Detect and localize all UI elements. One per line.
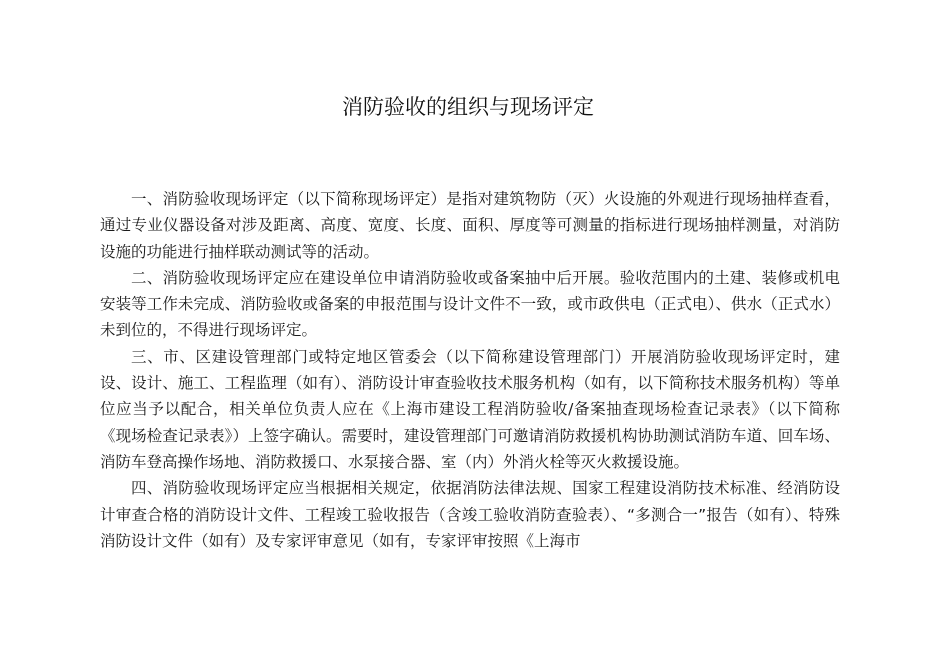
paragraph-2: 二、消防验收现场评定应在建设单位申请消防验收或备案抽中后开展。验收范围内的土建、装修或机电安装等工作未完成、消防验收或备案的申报范围与设计文件不一致，或市政供电（正式电）、供水（正式水）未到位的，不得进行现场评定。 (100, 268, 840, 340)
document-body (100, 186, 840, 554)
paragraph-4: 四、消防验收现场评定应当根据相关规定，依据消防法律法规、国家工程建设消防技术标准、经消防设计审查合格的消防设计文件、工程竣工验收报告（含竣工验收消防查验表）、“多测合一”报告（如有）、特殊消防设计文件（如有）及专家评审意见（如有，专家评审按照《上海市 (100, 479, 840, 550)
paragraph-3: 三、市、区建设管理部门或特定地区管委会（以下简称建设管理部门）开展消防验收现场评定时，建设、设计、施工、工程监理（如有）、消防设计审查验收技术服务机构（如有，以下简称技术服务机构）等单位应当予以配合，相关单位负责人应在《上海市建设工程消防验收/备案抽查现场检查记录表》（以下简称《现场检查记录表》）上签字确认。需要时，建设管理部门可邀请消防救援机构协助测试消防车道、回车场、消防车登高操作场地、消防救援口、水泵接合器、室（内）外消火栓等灭火救援设施。 (100, 347, 840, 471)
document-title: 消防验收的组织与现场评定 (342, 95, 594, 119)
paragraph-1: 一、消防验收现场评定（以下简称现场评定）是指对建筑物防（灭）火设施的外观进行现场抽样查看，通过专业仪器设备对涉及距离、高度、宽度、长度、面积、厚度等可测量的指标进行现场抽样测量，对消防设施的功能进行抽样联动测试等的活动。 (100, 190, 840, 261)
